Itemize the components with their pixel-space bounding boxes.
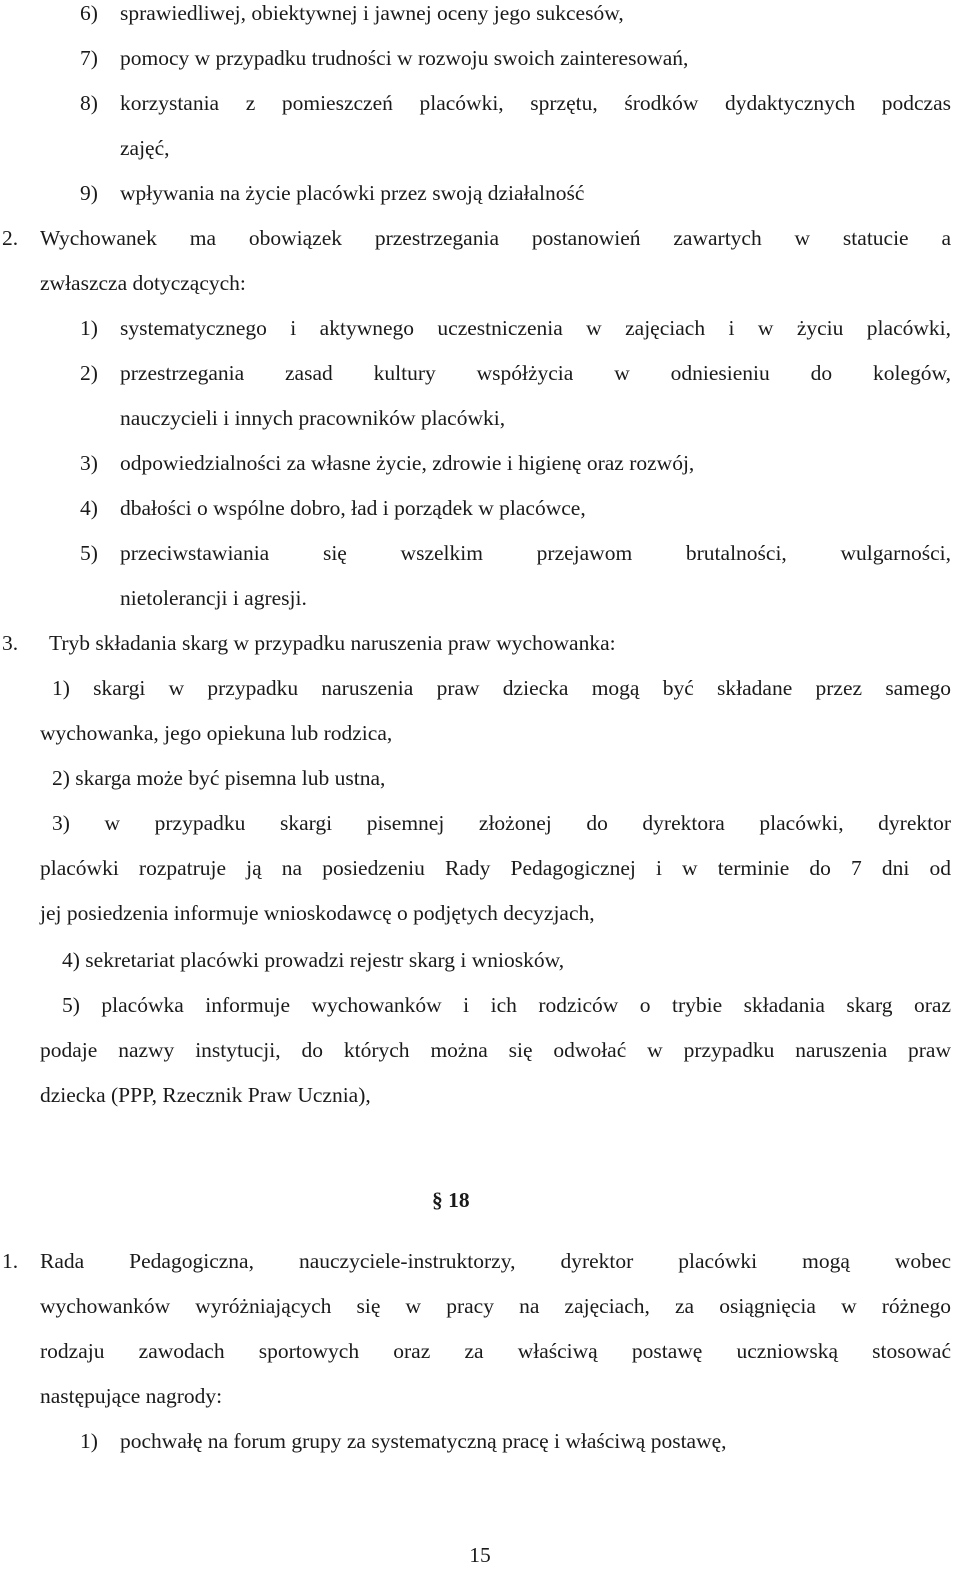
list-item-text: sprawiedliwej, obiektywnej i jawnej oceny jego sukcesów, <box>120 1 624 25</box>
list-item-number: 2) <box>80 361 98 385</box>
list-item-continuation: zajęć, <box>120 136 170 160</box>
list-item-text: pomocy w przypadku trudności w rozwoju swoich zainteresowań, <box>120 46 689 70</box>
paragraph-text: wychowanków wyróżniających się w pracy na zajęciach, za osiągnięcia w różnego <box>40 1294 951 1318</box>
paragraph-text: podaje nazwy instytucji, do których można się odwołać w przypadku naruszenia praw <box>40 1038 951 1062</box>
list-item-number: 3) <box>80 451 98 475</box>
list-item-number: 6) <box>80 1 98 25</box>
list-item-number: 7) <box>80 46 98 70</box>
paragraph-text: jej posiedzenia informuje wnioskodawcę o podjętych decyzjach, <box>40 901 595 925</box>
list-item-continuation: nietolerancji i agresji. <box>120 586 307 610</box>
section-heading: § 18 <box>432 1188 470 1212</box>
list-item-text: pochwałę na forum grupy za systematyczną pracę i właściwą postawę, <box>120 1429 727 1453</box>
paragraph-text: Rada Pedagogiczna, nauczyciele-instruktorzy, dyrektor placówki mogą wobec <box>40 1249 951 1273</box>
list-item-number: 1) <box>80 1429 98 1453</box>
list-item-number: 5) <box>80 541 98 565</box>
list-item-text: przeciwstawiania się wszelkim przejawom brutalności, wulgarności, <box>120 541 951 565</box>
paragraph-number: 2. <box>2 226 19 250</box>
paragraph-text: dziecka (PPP, Rzecznik Praw Ucznia), <box>40 1083 371 1107</box>
list-item-text: odpowiedzialności za własne życie, zdrowie i higienę oraz rozwój, <box>120 451 695 475</box>
list-item-number: 4) <box>80 496 98 520</box>
paragraph-title: Tryb składania skarg w przypadku naruszenia praw wychowanka: <box>49 631 616 655</box>
list-item-text: systematycznego i aktywnego uczestniczenia w zajęciach i w życiu placówki, <box>120 316 951 340</box>
paragraph-text: następujące nagrody: <box>40 1384 223 1408</box>
paragraph-text: Wychowanek ma obowiązek przestrzegania postanowień zawartych w statucie a <box>40 226 951 250</box>
list-item-number: 8) <box>80 91 98 115</box>
paragraph-text: 3) w przypadku skargi pisemnej złożonej do dyrektora placówki, dyrektor <box>52 811 951 835</box>
list-item-continuation: nauczycieli i innych pracowników placówki, <box>120 406 506 430</box>
paragraph-number: 1. <box>2 1249 19 1273</box>
paragraph-text: zwłaszcza dotyczących: <box>40 271 246 295</box>
paragraph-number: 3. <box>2 631 19 655</box>
paragraph-text: 1) skargi w przypadku naruszenia praw dziecka mogą być składane przez samego <box>52 676 951 700</box>
list-item-text: dbałości o wspólne dobro, ład i porządek w placówce, <box>120 496 586 520</box>
list-item-text: wpływania na życie placówki przez swoją działalność <box>120 181 585 205</box>
list-item-number: 9) <box>80 181 98 205</box>
paragraph-text: 5) placówka informuje wychowanków i ich rodziców o trybie składania skarg oraz <box>62 993 951 1017</box>
paragraph-text: 2) skarga może być pisemna lub ustna, <box>52 766 386 790</box>
list-item-text: korzystania z pomieszczeń placówki, sprzętu, środków dydaktycznych podczas <box>120 91 951 115</box>
page-number: 15 <box>469 1543 491 1567</box>
list-item-number: 1) <box>80 316 98 340</box>
paragraph-text: placówki rozpatruje ją na posiedzeniu Rady Pedagogicznej i w terminie do 7 dni od <box>40 856 951 880</box>
paragraph-text: wychowanka, jego opiekuna lub rodzica, <box>40 721 393 745</box>
list-item-text: przestrzegania zasad kultury współżycia w odniesieniu do kolegów, <box>120 361 951 385</box>
paragraph-text: 4) sekretariat placówki prowadzi rejestr skarg i wniosków, <box>62 948 565 972</box>
paragraph-text: rodzaju zawodach sportowych oraz za właściwą postawę uczniowską stosować <box>40 1339 951 1363</box>
